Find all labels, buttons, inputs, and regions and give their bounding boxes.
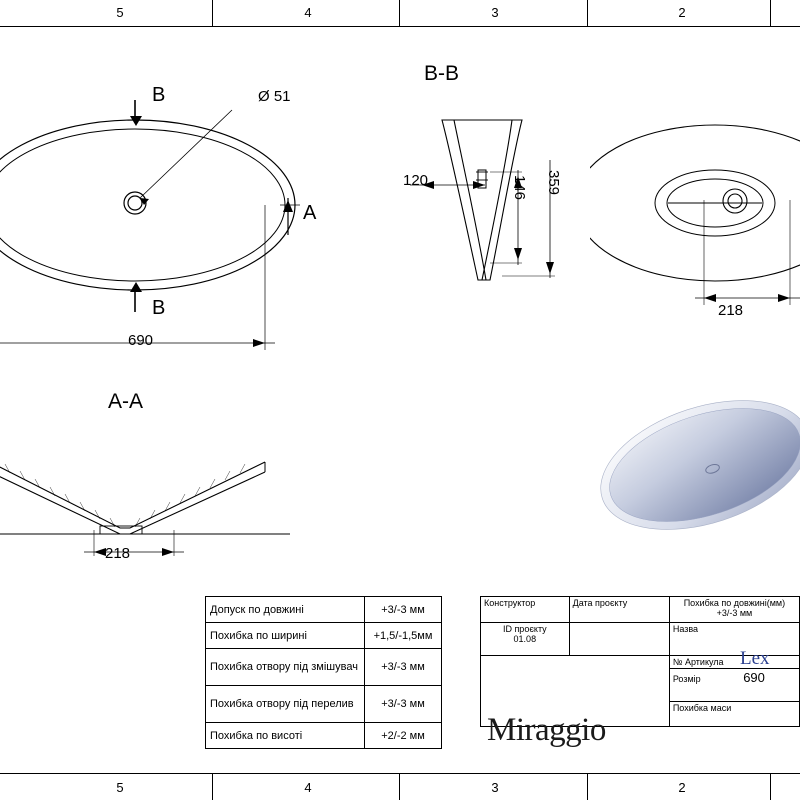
right-dim-218-label: 218: [718, 302, 744, 319]
zone-label-top-5: 5: [116, 5, 124, 20]
zone-label-bottom-5: 5: [116, 780, 124, 795]
section-mark-b-bottom: B: [152, 297, 166, 319]
frame-tick: [212, 773, 213, 800]
tolerance-label-1: Похибка по ширині: [206, 623, 365, 649]
top-frame-line: [0, 26, 800, 27]
tolerance-table: [205, 596, 442, 749]
section-aa-dim-label: 218: [105, 545, 131, 562]
article-cell: [669, 656, 799, 669]
table-row: [206, 686, 442, 723]
tolerance-value-3: +3/-3 мм: [365, 686, 442, 723]
frame-tick: [587, 0, 588, 26]
project-id-cell: [481, 623, 570, 656]
size-value: 690: [743, 670, 765, 685]
name-label: Назва: [672, 624, 699, 634]
frame-tick: [770, 0, 771, 26]
bottom-frame-line: [0, 773, 800, 774]
tolerance-value-0: +3/-3 мм: [365, 597, 442, 623]
tolerance-value-2: +3/-3 мм: [365, 649, 442, 686]
frame-tick: [212, 0, 213, 26]
dim-359-label: 359: [545, 170, 562, 196]
zone-label-top-4: 4: [304, 5, 312, 20]
project-date-label: Дата проєкту: [569, 597, 669, 623]
tolerance-label-0: Допуск по довжині: [206, 597, 365, 623]
tolerance-label-4: Похибка по висоті: [206, 723, 365, 749]
tolerance-length-cell: [669, 597, 799, 623]
tolerance-value-4: +2/-2 мм: [365, 723, 442, 749]
tolerance-label-2: Похибка отвору під змішувач: [206, 649, 365, 686]
table-row: [206, 597, 442, 623]
dim-120-label: 120: [403, 172, 429, 189]
product-name-value: Lex: [740, 648, 770, 669]
tolerance-length-value: +3/-3 мм: [716, 608, 753, 618]
mass-label: Похибка маси: [672, 703, 732, 713]
right-plan-dim-218: [690, 200, 800, 320]
table-row: [206, 723, 442, 749]
zone-label-bottom-3: 3: [491, 780, 499, 795]
hole-diameter-label: Ø 51: [258, 88, 291, 105]
zone-label-top-3: 3: [491, 5, 499, 20]
constructor-label: Конструктор: [481, 597, 570, 623]
tolerance-value-1: +1,5/-1,5мм: [365, 623, 442, 649]
section-aa-dim-218: [80, 530, 200, 570]
isometric-render: [595, 375, 800, 565]
table-row: [481, 597, 800, 623]
article-label: № Артикула: [672, 657, 724, 667]
frame-tick: [399, 0, 400, 26]
table-row: [206, 649, 442, 686]
project-id-label: ID проєкту: [502, 624, 547, 634]
frame-tick: [770, 773, 771, 800]
section-mark-a: A: [303, 202, 317, 224]
brand-logo-text: Miraggio: [487, 712, 606, 748]
zone-label-bottom-2: 2: [678, 780, 686, 795]
section-aa-title: A-A: [108, 390, 144, 413]
tolerance-label-3: Похибка отвору під перелив: [206, 686, 365, 723]
section-mark-b-top: B: [152, 84, 166, 106]
name-cell: [669, 623, 799, 656]
zone-label-bottom-4: 4: [304, 780, 312, 795]
size-cell: [669, 669, 799, 702]
zone-label-top-2: 2: [678, 5, 686, 20]
table-row: [206, 623, 442, 649]
mass-cell: [669, 702, 799, 727]
frame-tick: [399, 773, 400, 800]
empty-cell: [569, 623, 669, 656]
tolerance-length-label: Похибка по довжині(мм): [683, 598, 786, 608]
dim-146-label: 146: [511, 175, 528, 201]
project-id-value: 01.08: [513, 634, 537, 644]
dim-690-label: 690: [128, 332, 154, 349]
frame-tick: [587, 773, 588, 800]
size-label: Розмір: [672, 674, 701, 684]
section-bb-title: B-B: [424, 62, 460, 85]
